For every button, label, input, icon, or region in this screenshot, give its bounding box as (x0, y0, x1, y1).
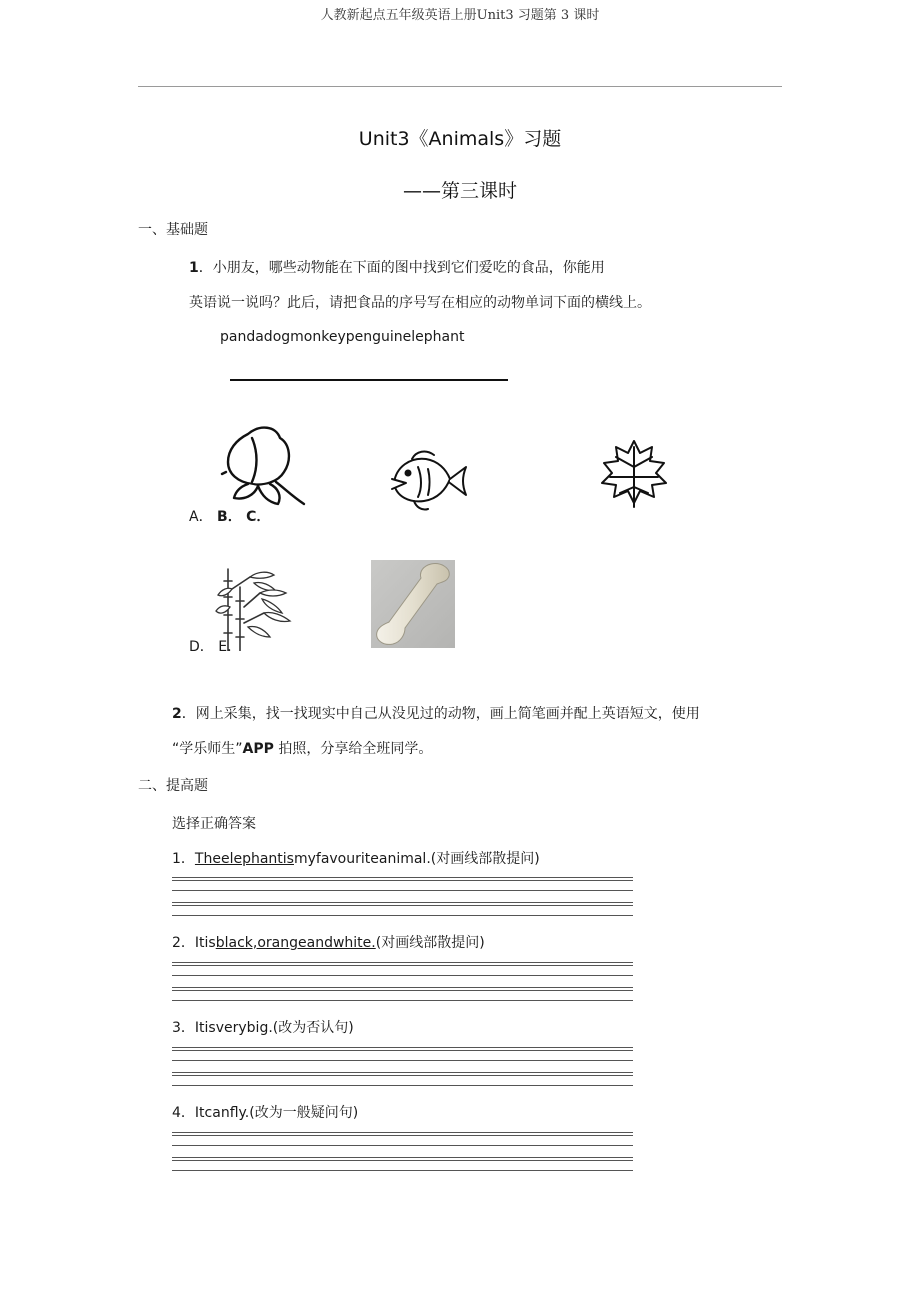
q2-text-2: 拍照，分享给全班同学。 (273, 741, 433, 757)
page-title: Unit3《Animals》习题 (358, 128, 562, 150)
q2-line2 (172, 738, 432, 758)
q1-text-1: ．小朋友，哪些动物能在下面的图中找到它们爱吃的食品，你能用 (198, 260, 605, 276)
label-row-2 (189, 636, 241, 656)
q2-app-name: “学乐师生” (172, 741, 243, 757)
header-divider (138, 86, 782, 87)
q1-line1 (189, 257, 605, 277)
exercise-1-text: myfavouriteanimal.(对画线部散提问) (293, 851, 540, 867)
exercise-4 (172, 1102, 358, 1122)
label-d: D． (189, 639, 214, 655)
label-a: A． (189, 509, 213, 525)
exercise-3-number: 3． (172, 1020, 195, 1036)
answer-line (172, 990, 633, 991)
q2-text-1: ．网上采集，找一找现实中自己从没见过的动物，画上简笔画并配上英语短文，使用 (181, 706, 700, 722)
exercise-3-text: (改为否认句) (272, 1020, 354, 1036)
fish-icon (388, 447, 470, 517)
q2-app-label: APP (242, 741, 274, 757)
answer-line (172, 1085, 633, 1086)
page-subtitle: ——第三课时 (402, 180, 517, 202)
answer-line (172, 1000, 633, 1001)
answer-line (172, 1135, 633, 1136)
exercise-4-pre: Itcanfly. (194, 1105, 250, 1121)
answer-line (172, 1157, 633, 1158)
q1-number: 1 (189, 260, 199, 276)
exercise-1 (172, 848, 540, 868)
answer-line (172, 1145, 633, 1146)
leaf-icon (598, 437, 670, 511)
answer-line (172, 1160, 633, 1161)
exercise-4-text: (改为一般疑问句) (249, 1105, 359, 1121)
exercise-1-number: 1． (172, 851, 195, 867)
label-row-1 (189, 506, 270, 526)
section-2-instruction: 选择正确答案 (172, 816, 256, 832)
q2-number: 2 (172, 706, 182, 722)
answer-line (172, 1047, 633, 1048)
answer-line (172, 962, 633, 963)
animal-words: pandadogmonkeypenguinelephant (220, 329, 465, 345)
answer-line (172, 1132, 633, 1133)
q2-line1 (172, 703, 700, 723)
bone-icon (371, 560, 455, 648)
page-header: 人教新起点五年级英语上册Unit3 习题第 3 课时 (320, 8, 600, 23)
label-e: E． (218, 639, 242, 655)
section-2-heading: 二、提高题 (138, 778, 208, 794)
section-1-heading: 一、基础题 (138, 222, 208, 238)
exercise-2-text: (对画线部散提问) (375, 935, 485, 951)
answer-line (172, 1170, 633, 1171)
answer-line (172, 975, 633, 976)
answer-line (172, 1060, 633, 1061)
exercise-2-pre: Itis (194, 935, 216, 951)
exercise-3 (172, 1017, 354, 1037)
answer-line (172, 1050, 633, 1051)
q1-line2: 英语说一说吗？此后，请把食品的序号写在相应的动物单词下面的横线上。 (189, 295, 651, 311)
answer-line (172, 902, 633, 903)
answer-line (172, 987, 633, 988)
exercise-2 (172, 932, 485, 952)
exercise-2-underlined: black,orangeandwhite. (215, 935, 376, 951)
answer-line (172, 1072, 633, 1073)
exercise-4-number: 4． (172, 1105, 195, 1121)
exercise-2-number: 2． (172, 935, 195, 951)
answer-line (172, 915, 633, 916)
label-c: C． (246, 509, 271, 525)
label-b: B． (217, 509, 242, 525)
answer-line (172, 1075, 633, 1076)
peach-icon (218, 424, 310, 510)
answer-line (172, 965, 633, 966)
answer-line (172, 905, 633, 906)
answer-line (172, 880, 633, 881)
exercise-3-pre: Itisverybig. (194, 1020, 273, 1036)
exercise-1-underlined: Theelephantis (194, 851, 294, 867)
answer-line (172, 890, 633, 891)
answer-line (230, 379, 508, 381)
answer-line (172, 877, 633, 878)
